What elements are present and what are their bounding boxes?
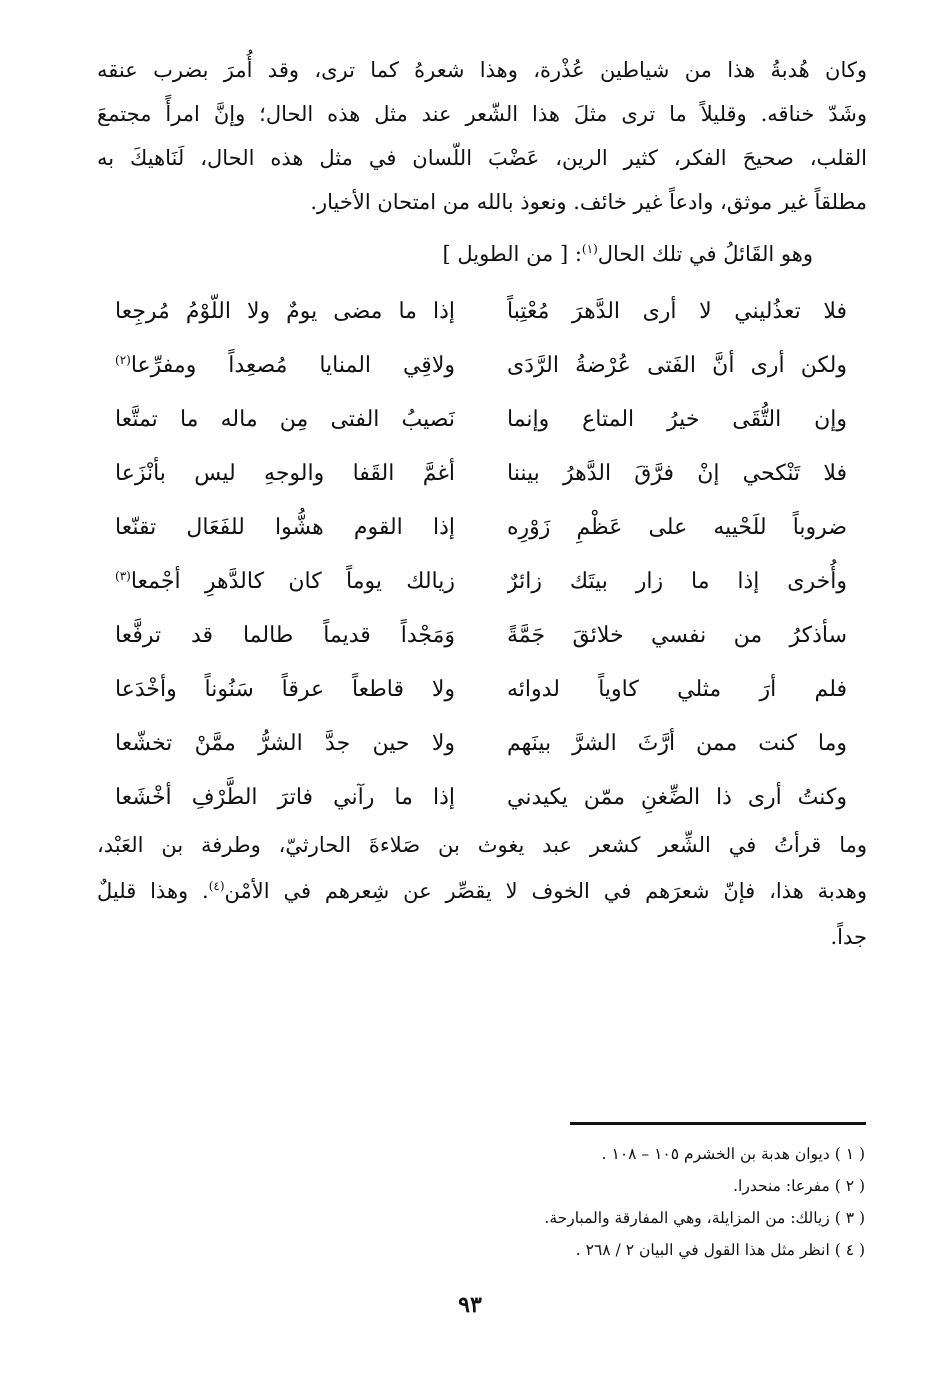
verse-first-hemistich: فلا تَنْكحي إنْ فرَّقَ الدَّهرُ بيننا (507, 461, 847, 486)
closing-line-text: وهدبة هذا، فإنّ شعرَهم في الخوف لا يقصِّر عن شِعرهم في الأمْن (224, 879, 867, 903)
footnote-ref: (٢) (115, 353, 131, 367)
poem-meter: : [ من الطويل ] (442, 242, 582, 266)
intro-line: مطلقاً غير موثق، وادعاً غير خائف. ونعوذ بالله من امتحان الأخيار. (310, 190, 867, 214)
hemistich-text: إذا ما مضى يومٌ ولا اللّوْمُ مُرجِعا (115, 299, 455, 324)
intro-line: وشَدّ خناقه. وقليلاً ما ترى مثلَ هذا الشّعر عند مثل هذه الحال؛ وإنَّ امرأً مجتمعَ (97, 102, 867, 126)
verse-first-hemistich: سأذكرُ من نفسي خلائقَ جَمَّةً (507, 623, 847, 648)
closing-line-tail: . وهذا قليلٌ (97, 879, 209, 903)
closing-paragraph (97, 822, 867, 960)
verse-second-hemistich (115, 718, 455, 770)
footnote-ref: (٣) (115, 569, 131, 583)
verse-second-hemistich (115, 556, 455, 608)
verse-first-hemistich: وما كنت ممن أرَّثَ الشرَّ بينَهم (507, 731, 847, 756)
hemistich-text: ولا حين جدَّ الشرُّ ممَّنْ تخشّعا (115, 731, 455, 756)
intro-line: وكان هُدبةُ هذا من شياطين عُذْرة، وهذا شعرهُ كما ترى، وقد أُمرَ بضرب عنقه (97, 58, 867, 82)
footnote: ( ١ ) ديوان هدبة بن الخشرم ١٠٥ – ١٠٨ . (601, 1145, 865, 1163)
verse-first-hemistich: ضروباً للَحْييه على عَظْمِ زَوْرِه (507, 515, 847, 540)
intro-paragraph (97, 48, 867, 224)
verse (97, 556, 867, 608)
intro-line: القلب، صحيحَ الفكر، كثير الرين، عَضْبَ اللّسان في مثل هذه الحال، لَنَاهيكَ به (97, 146, 867, 170)
verse-first-hemistich: فلا تعذُليني لا أرى الدَّهرَ مُعْتِباً (507, 299, 847, 324)
verse (97, 394, 867, 446)
hemistich-text: ولا قاطعاً عرقاً سَنُوناً وأخْدَعا (115, 677, 455, 702)
page-number: ٩٣ (458, 1292, 482, 1318)
hemistich-text: ولاقِي المنايا مُصعِداً ومفرِّعا (130, 353, 455, 378)
verse-second-hemistich (115, 664, 455, 716)
closing-line: وما قرأتُ في الشِّعر كشعر عبد يغوث بن صَلاءةَ الحارثيّ، وطرفة بن العَبْد، (97, 833, 867, 857)
closing-line (97, 868, 867, 914)
hemistich-text: إذا ما رآني فاترَ الطَّرْفِ أخْشَعا (115, 785, 455, 810)
verse (97, 448, 867, 500)
footnote-ref: (١) (581, 242, 598, 256)
verse (97, 718, 867, 770)
hemistich-text: أغمَّ القَفا والوجهِ ليس بأنْزَعا (115, 461, 455, 486)
poem-introduction (442, 232, 813, 276)
footnote: ( ٤ ) انظر مثل هذا القول في البيان ٢ / ٢٦٨ . (575, 1241, 865, 1259)
verse (97, 772, 867, 824)
hemistich-text: نَصيبُ الفتى مِن ماله ما تمتَّعا (115, 407, 455, 432)
hemistich-text: إذا القوم هشُّوا للفَعَال تقنّعا (115, 515, 455, 540)
verse-second-hemistich (115, 772, 455, 824)
hemistich-text: وَمَجْداً قديماً طالما قد ترفَّعا (115, 623, 455, 648)
verse (97, 286, 867, 338)
verse-first-hemistich: وأُخرى إذا ما زار بيتَك زائرٌ (507, 569, 847, 594)
verse-second-hemistich (115, 448, 455, 500)
verse-first-hemistich: وكنتُ أرى ذا الضِّغنِ ممّن يكيدني (507, 785, 847, 810)
verse-second-hemistich (115, 610, 455, 662)
verse-second-hemistich (115, 340, 455, 392)
poem-introduction-text: وهو القَائلُ في تلك الحال (597, 242, 813, 266)
verse-second-hemistich (115, 502, 455, 554)
verse-second-hemistich (115, 286, 455, 338)
verse-first-hemistich: وإن التُّقَى خيرُ المتاع وإنما (507, 407, 847, 432)
closing-line: جداً. (830, 925, 867, 949)
footnote: ( ٢ ) مفرعا: منحدرا. (733, 1177, 865, 1195)
footnotes (265, 1138, 865, 1266)
footnote-separator (570, 1122, 866, 1125)
verse (97, 502, 867, 554)
hemistich-text: زيالك يوماً كان كالدَّهرِ أجْمعا (130, 569, 455, 594)
verse (97, 610, 867, 662)
verse-first-hemistich: ولكن أرى أنَّ الفَتى عُرْضةُ الرَّدَى (507, 353, 847, 378)
footnote-ref: (٤) (208, 879, 225, 893)
verse-second-hemistich (115, 394, 455, 446)
footnote: ( ٣ ) زيالك: من المزايلة، وهي المفارقة والمبارحة. (544, 1209, 865, 1227)
verse (97, 340, 867, 392)
verse-first-hemistich: فلم أرَ مثلي كاوياً لدوائه (507, 677, 847, 702)
verse (97, 664, 867, 716)
